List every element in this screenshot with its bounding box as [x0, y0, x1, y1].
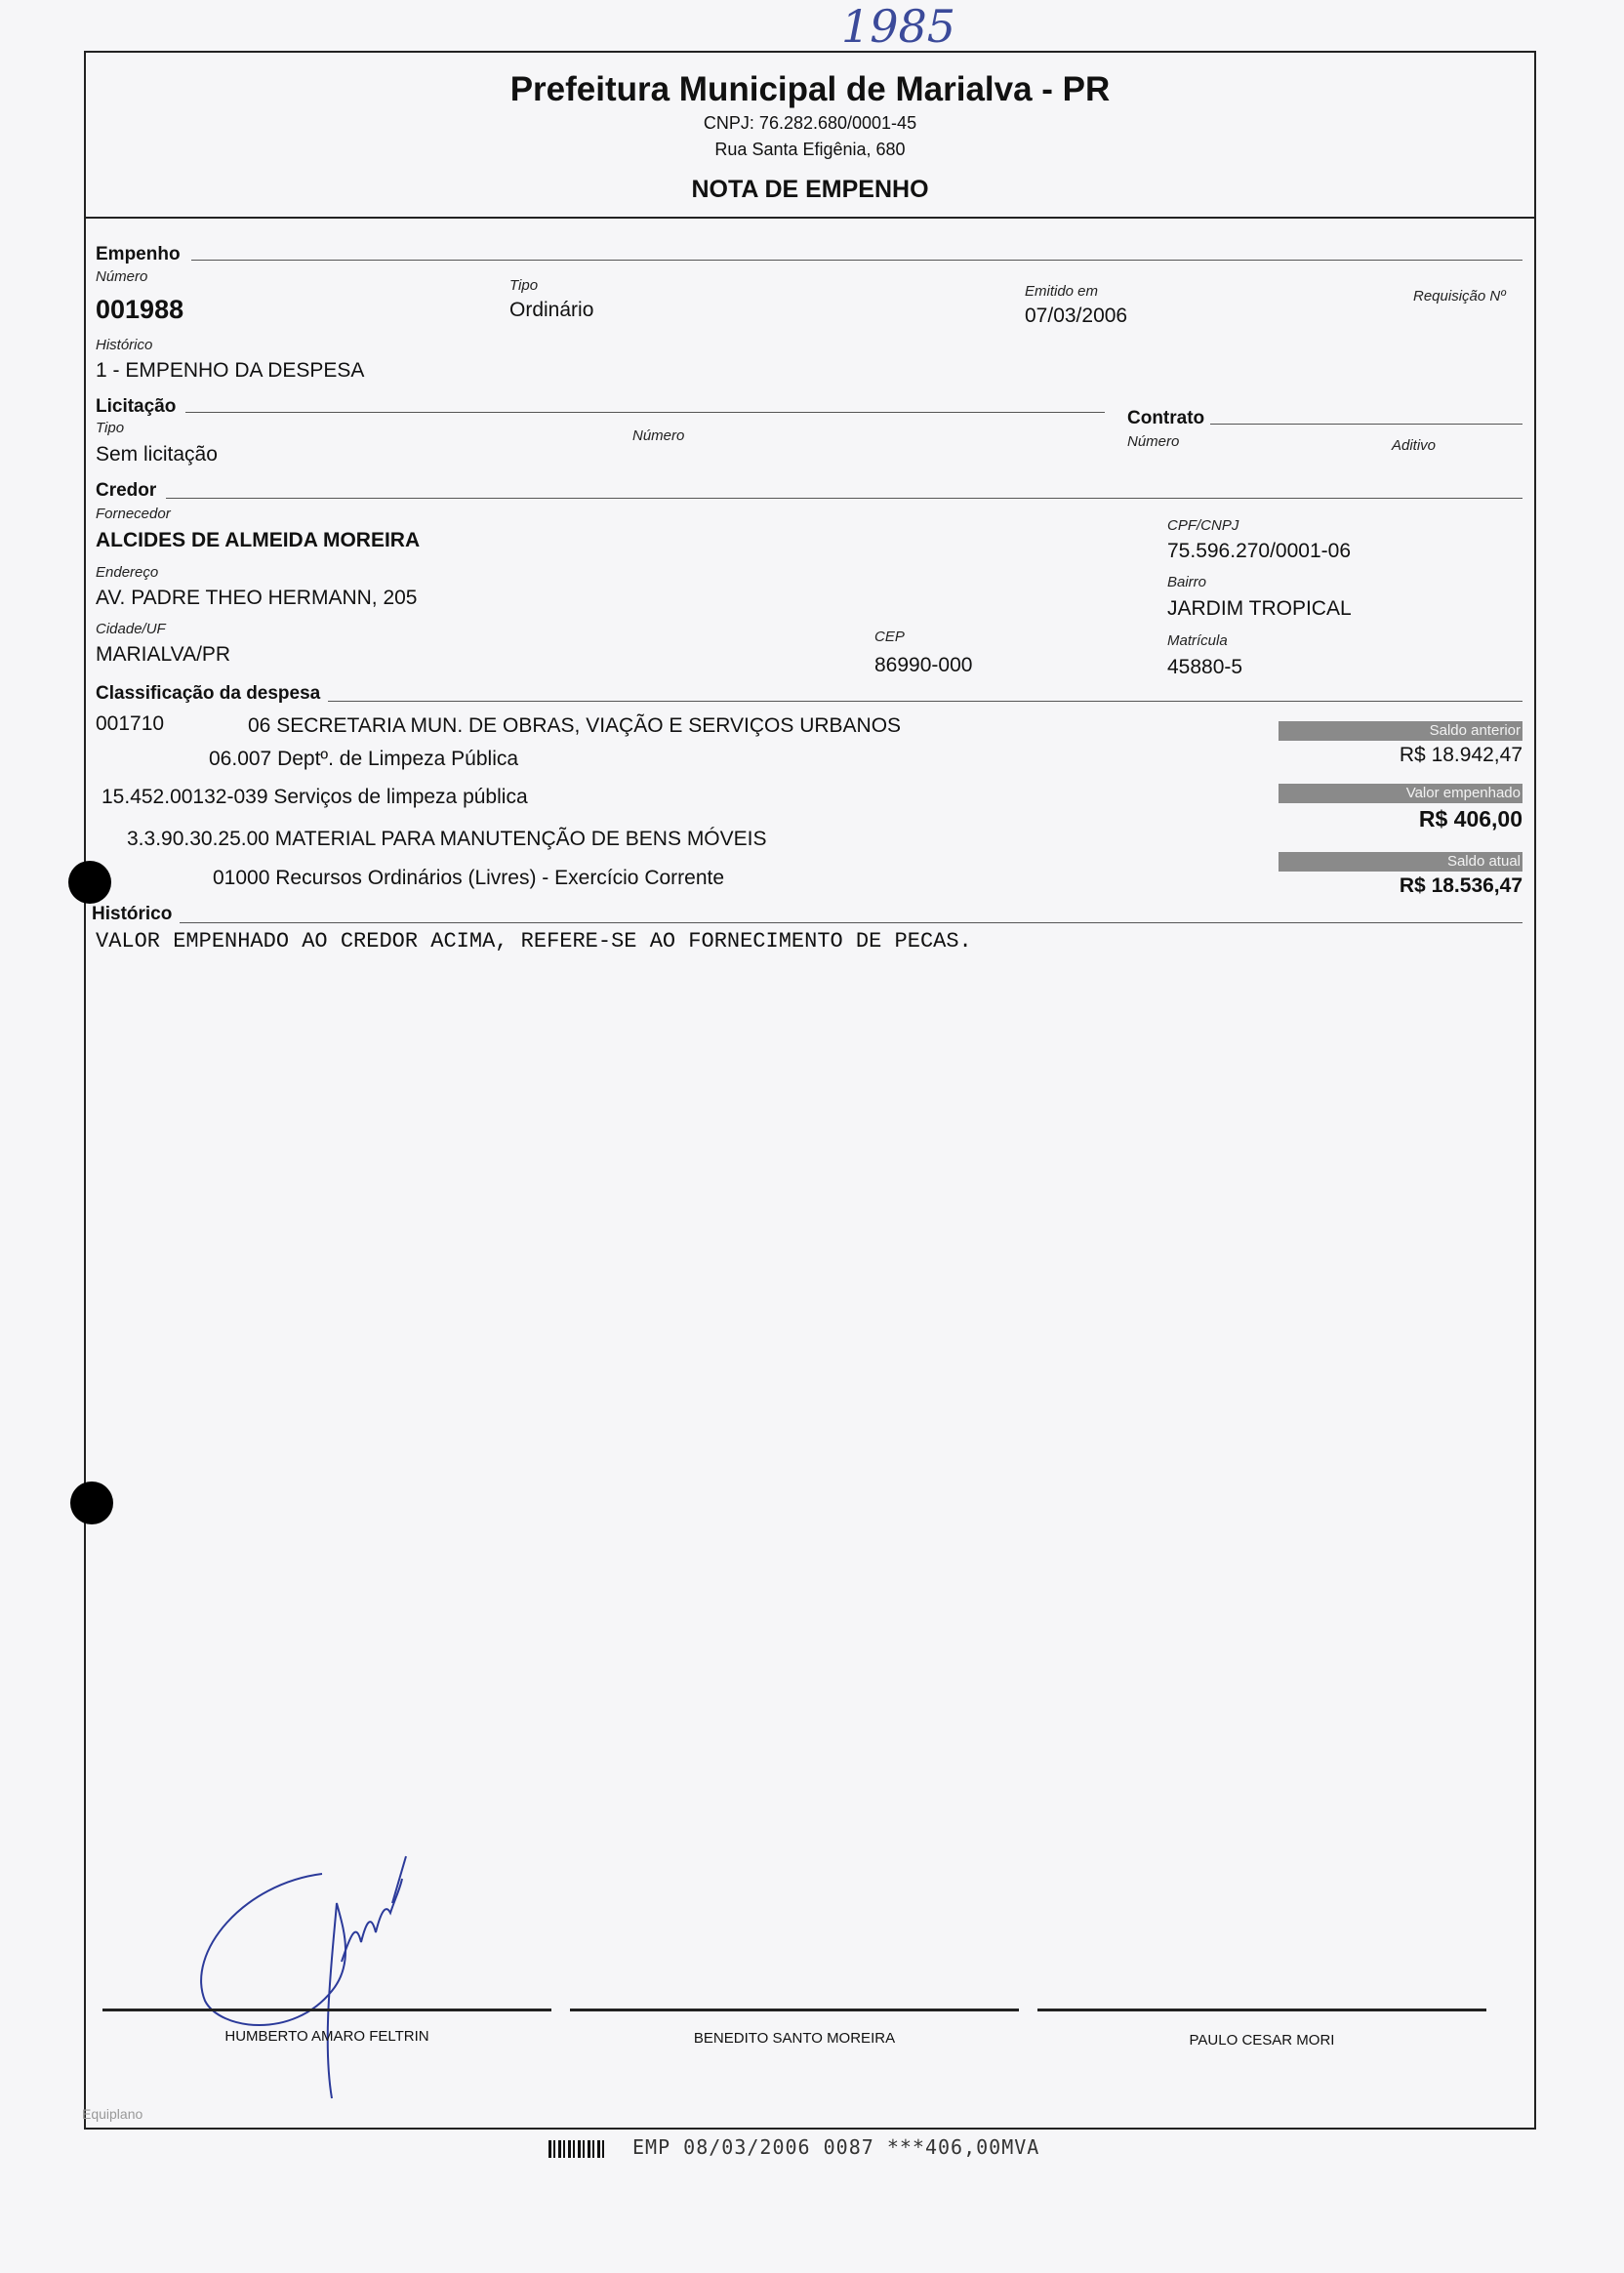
label-cidade: Cidade/UF: [96, 621, 166, 637]
empenho-number: 001988: [96, 295, 184, 324]
expense-functional: 15.452.00132-039 Serviços de limpeza pública: [102, 786, 528, 808]
section-rule: [328, 701, 1522, 702]
saldo-anterior-value: R$ 18.942,47: [1399, 744, 1522, 766]
supplier-cnpj: 75.596.270/0001-06: [1167, 540, 1352, 562]
supplier-district: JARDIM TROPICAL: [1167, 597, 1352, 620]
barcode-icon: [548, 2140, 605, 2158]
expense-resource: 01000 Recursos Ordinários (Livres) - Exercício Corrente: [213, 867, 725, 889]
label-cpf: CPF/CNPJ: [1167, 517, 1239, 534]
document-title: NOTA DE EMPENHO: [691, 176, 929, 203]
signature-line: [102, 2009, 551, 2011]
signature-line: [1037, 2009, 1486, 2011]
cnpj-line: CNPJ: 76.282.680/0001-45: [703, 113, 917, 133]
header-divider: [84, 217, 1536, 219]
punch-hole: [68, 861, 111, 904]
history-text: VALOR EMPENHADO AO CREDOR ACIMA, REFERE-SE AO FORNECIMENTO DE PECAS.: [96, 929, 972, 954]
section-rule: [191, 260, 1522, 261]
label-requisicao: Requisição Nº: [1413, 288, 1506, 304]
section-rule: [166, 498, 1522, 499]
receipt-stamp: EMP 08/03/2006 0087 ***406,00MVA: [632, 2135, 1040, 2159]
section-rule: [1210, 424, 1522, 425]
supplier-registration: 45880-5: [1167, 656, 1243, 678]
expense-code: 001710: [96, 712, 165, 735]
label-emitido: Emitido em: [1025, 283, 1099, 300]
label-numero-contrato: Número: [1127, 433, 1180, 450]
supplier-address: AV. PADRE THEO HERMANN, 205: [96, 587, 418, 609]
valor-empenhado-bar: Valor empenhado: [1279, 784, 1522, 803]
saldo-atual-value: R$ 18.536,47: [1399, 874, 1522, 897]
section-historico: Histórico: [92, 904, 173, 924]
label-aditivo: Aditivo: [1392, 437, 1437, 454]
supplier-city: MARIALVA/PR: [96, 643, 231, 666]
expense-unit: 06.007 Deptº. de Limpeza Pública: [209, 748, 519, 770]
label-cep: CEP: [874, 629, 905, 645]
saldo-atual-bar: Saldo atual: [1279, 852, 1522, 872]
section-classificacao: Classificação da despesa: [96, 683, 321, 704]
label-tipo-licitacao: Tipo: [96, 420, 125, 436]
label-numero-licitacao: Número: [632, 427, 685, 444]
label-tipo: Tipo: [509, 277, 539, 294]
address-line: Rua Santa Efigênia, 680: [714, 140, 906, 159]
expense-organ: 06 SECRETARIA MUN. DE OBRAS, VIAÇÃO E SERVIÇOS URBANOS: [248, 714, 902, 737]
footer-brand: Equiplano: [82, 2106, 143, 2122]
section-rule: [180, 922, 1522, 923]
signatory-3: PAULO CESAR MORI: [1189, 2032, 1335, 2049]
section-empenho: Empenho: [96, 244, 181, 264]
issue-date: 07/03/2006: [1025, 304, 1128, 327]
label-historico-empenho: Histórico: [96, 337, 153, 353]
label-fornecedor: Fornecedor: [96, 506, 171, 522]
empenho-type: Ordinário: [509, 299, 594, 321]
signature-line: [570, 2009, 1019, 2011]
section-contrato: Contrato: [1127, 408, 1205, 428]
empenho-history: 1 - EMPENHO DA DESPESA: [96, 359, 365, 382]
label-endereco: Endereço: [96, 564, 159, 581]
label-matricula: Matrícula: [1167, 632, 1228, 649]
handwritten-signature: [176, 1845, 488, 2118]
label-bairro: Bairro: [1167, 574, 1207, 590]
signatory-2: BENEDITO SANTO MOREIRA: [693, 2030, 896, 2047]
section-rule: [185, 412, 1105, 413]
label-numero: Número: [96, 268, 148, 285]
section-credor: Credor: [96, 480, 157, 501]
supplier-cep: 86990-000: [874, 654, 973, 676]
municipality-title: Prefeitura Municipal de Marialva - PR: [509, 70, 1111, 108]
punch-hole: [70, 1482, 113, 1524]
signatory-1: HUMBERTO AMARO FELTRIN: [224, 2028, 429, 2045]
expense-element: 3.3.90.30.25.00 MATERIAL PARA MANUTENÇÃO DE BENS MÓVEIS: [127, 828, 767, 850]
bidding-type: Sem licitação: [96, 443, 218, 466]
section-licitacao: Licitação: [96, 396, 177, 417]
saldo-anterior-bar: Saldo anterior: [1279, 721, 1522, 741]
valor-empenhado-value: R$ 406,00: [1418, 806, 1522, 832]
supplier-name: ALCIDES DE ALMEIDA MOREIRA: [96, 529, 421, 551]
handwritten-page-number: 1985: [841, 0, 956, 53]
